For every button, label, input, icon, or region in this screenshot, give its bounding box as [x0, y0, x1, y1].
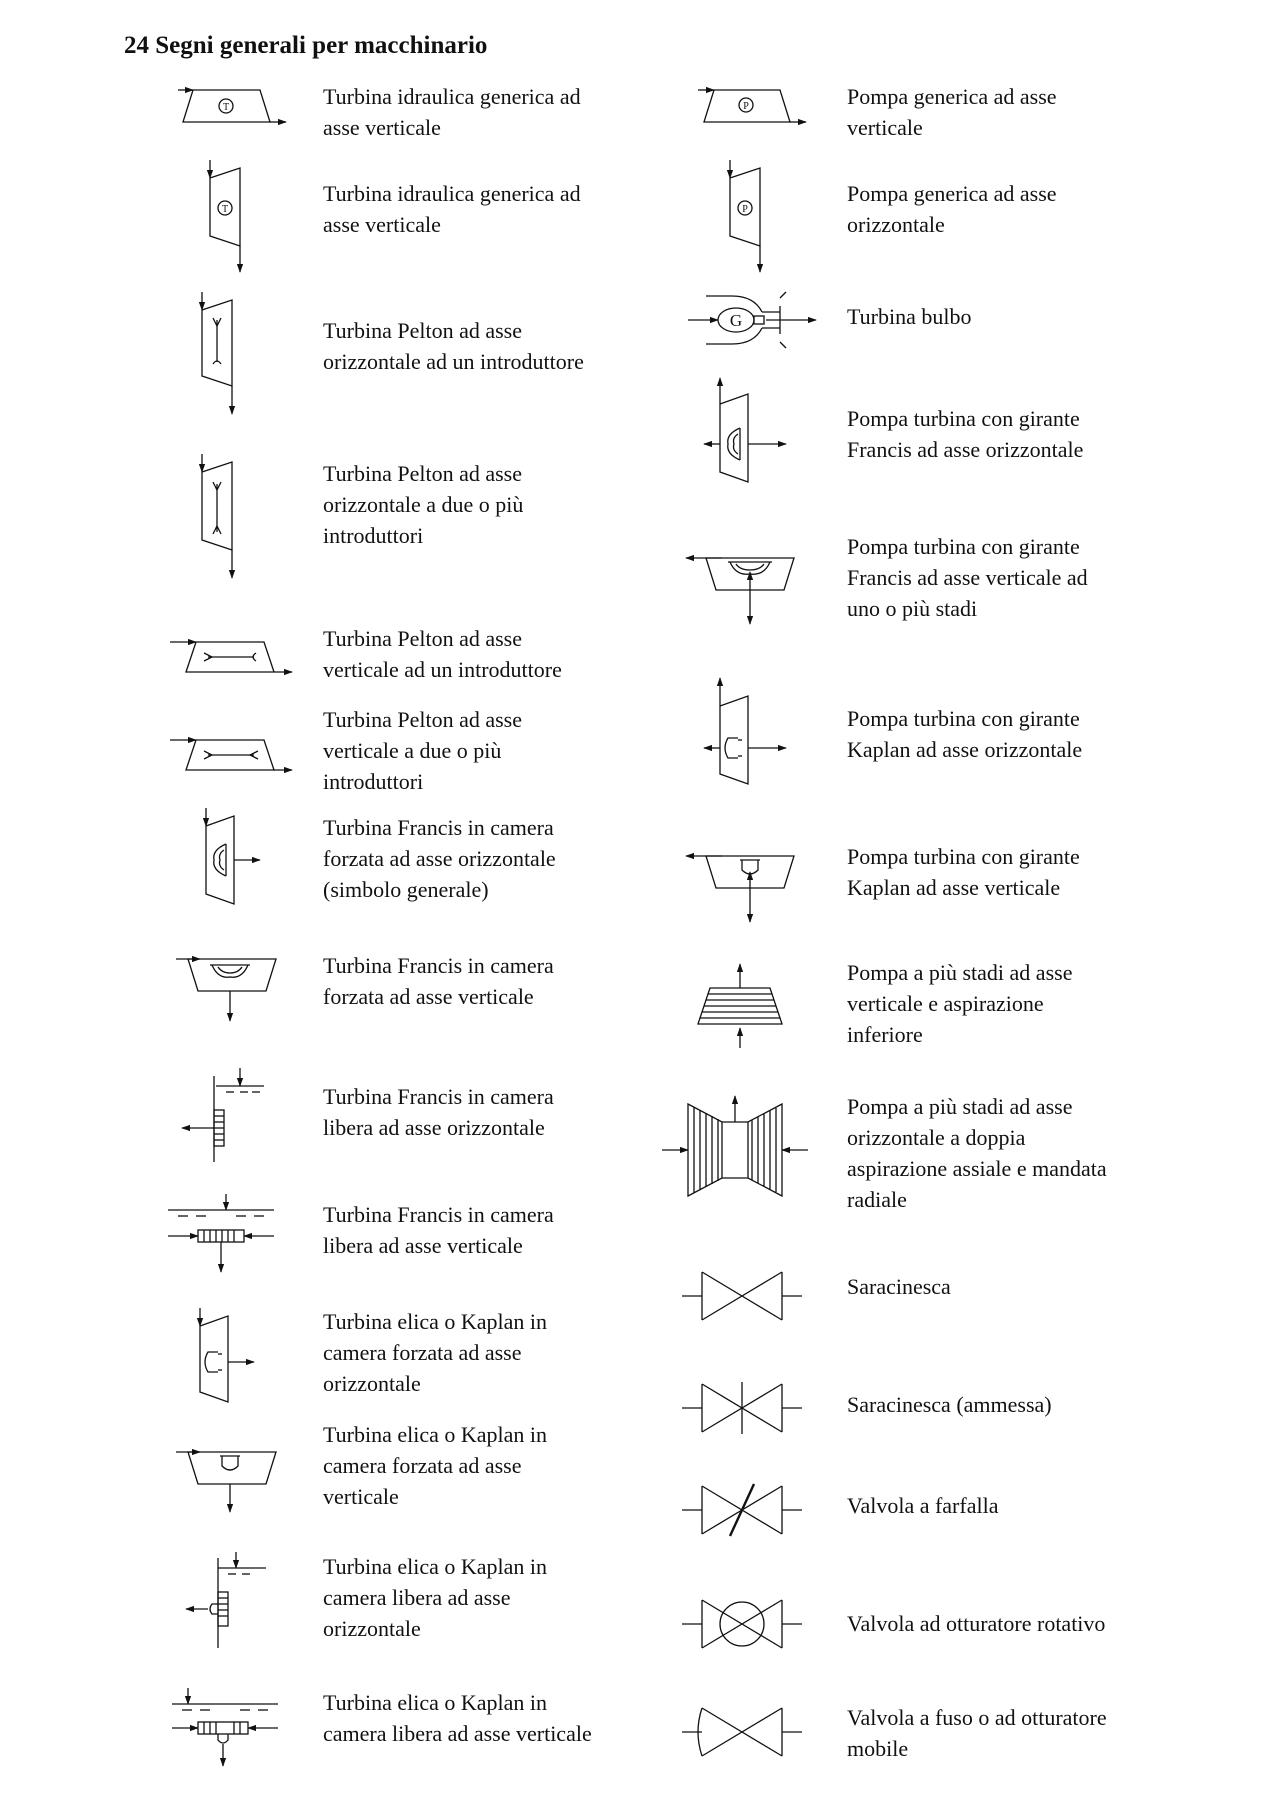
turbine-horizontal-t-icon: [194, 158, 254, 274]
gate-valve-alt-icon: [680, 1378, 804, 1438]
pump-vertical-p-icon: [688, 86, 808, 136]
left-item-3-label: Turbina Pelton ad asse orizzontale a due o più introduttori: [323, 461, 524, 548]
pelton-vertical-multi-icon: [166, 730, 294, 778]
pump-turbine-francis-vertical-icon: [682, 548, 810, 626]
right-item-11-label: Valvola a farfalla: [847, 1493, 999, 1518]
pump-turbine-kaplan-horizontal-icon: [700, 676, 790, 794]
left-item-7-label: Turbina Francis in camera forzata ad asse verticale: [323, 953, 554, 1009]
kaplan-forced-horizontal-icon: [186, 1306, 258, 1410]
right-item-7-label: Pompa a più stadi ad asse verticale e aspirazione inferiore: [847, 960, 1073, 1047]
francis-forced-horizontal-icon: [192, 806, 264, 912]
pump-horizontal-p-icon: [714, 158, 774, 274]
kaplan-forced-vertical-icon: [172, 1448, 292, 1516]
francis-forced-vertical-icon: [172, 955, 292, 1025]
left-item-12-label: Turbina elica o Kaplan in camera libera ad asse orizzontale: [323, 1554, 548, 1641]
francis-open-vertical-icon: [164, 1192, 278, 1274]
pelton-vertical-one-icon: [166, 632, 294, 680]
left-item-10-label: Turbina elica o Kaplan in camera forzata ad asse orizzontale: [323, 1309, 548, 1396]
right-item-4-label: Pompa turbina con girante Francis ad asse verticale ad uno o più stadi: [847, 534, 1088, 621]
right-item-9-label: Saracinesca: [847, 1274, 951, 1299]
svg-text:T: T: [222, 102, 230, 113]
left-item-8-label: Turbina Francis in camera libera ad asse orizzontale: [323, 1084, 554, 1140]
left-item-5-label: Turbina Pelton ad asse verticale a due o più introduttori: [323, 707, 523, 794]
svg-text:P: P: [742, 204, 748, 215]
right-item-13-label: Valvola a fuso o ad otturatore mobile: [847, 1705, 1107, 1761]
left-item-2-label: Turbina Pelton ad asse orizzontale ad un introduttore: [323, 318, 584, 374]
svg-text:T: T: [221, 204, 229, 215]
pump-turbine-francis-horizontal-icon: [700, 376, 790, 492]
right-item-8-label: Pompa a più stadi ad asse orizzontale a doppia aspirazione assiale e mandata radiale: [847, 1094, 1107, 1212]
butterfly-valve-icon: [680, 1480, 804, 1540]
bulb-turbine-glyph: G: [729, 311, 743, 330]
kaplan-open-horizontal-icon: [182, 1548, 270, 1652]
left-item-1-label: Turbina idraulica generica ad asse verticale: [323, 181, 581, 237]
right-item-12-label: Valvola ad otturatore rotativo: [847, 1611, 1106, 1636]
left-item-6-label: Turbina Francis in camera forzata ad asse orizzontale (simbolo generale): [323, 815, 556, 902]
right-item-10-label: Saracinesca (ammessa): [847, 1392, 1052, 1417]
needle-valve-icon: [680, 1702, 804, 1762]
left-item-13-label: Turbina elica o Kaplan in camera libera ad asse verticale: [323, 1690, 592, 1746]
left-item-11-label: Turbina elica o Kaplan in camera forzata ad asse verticale: [323, 1422, 548, 1509]
svg-text:P: P: [743, 101, 749, 112]
multistage-pump-vertical-icon: [690, 962, 790, 1050]
right-item-1-label: Pompa generica ad asse orizzontale: [847, 181, 1057, 237]
right-item-0-label: Pompa generica ad asse verticale: [847, 84, 1057, 140]
pump-turbine-kaplan-vertical-icon: [682, 846, 810, 924]
rotary-valve-icon: [680, 1594, 804, 1654]
pelton-horizontal-one-icon: [188, 290, 248, 418]
left-item-9-label: Turbina Francis in camera libera ad asse verticale: [323, 1202, 554, 1258]
right-item-3-label: Pompa turbina con girante Francis ad asse orizzontale: [847, 406, 1084, 462]
turbine-vertical-t-icon: [168, 86, 288, 136]
pelton-horizontal-multi-icon: [188, 452, 248, 582]
right-item-5-label: Pompa turbina con girante Kaplan ad asse orizzontale: [847, 706, 1083, 762]
francis-open-horizontal-icon: [178, 1062, 268, 1166]
left-item-0-label: Turbina idraulica generica ad asse verticale: [323, 84, 581, 140]
right-item-6-label: Pompa turbina con girante Kaplan ad asse verticale: [847, 844, 1080, 900]
page-title: 24 Segni generali per macchinario: [124, 32, 488, 59]
gate-valve-icon: [680, 1266, 804, 1326]
left-item-4-label: Turbina Pelton ad asse verticale ad un introduttore: [323, 626, 562, 682]
right-item-2-label: Turbina bulbo: [847, 304, 972, 329]
bulb-turbine-icon: [684, 290, 820, 350]
multistage-pump-horizontal-icon: [660, 1092, 810, 1204]
kaplan-open-vertical-icon: [168, 1686, 282, 1768]
